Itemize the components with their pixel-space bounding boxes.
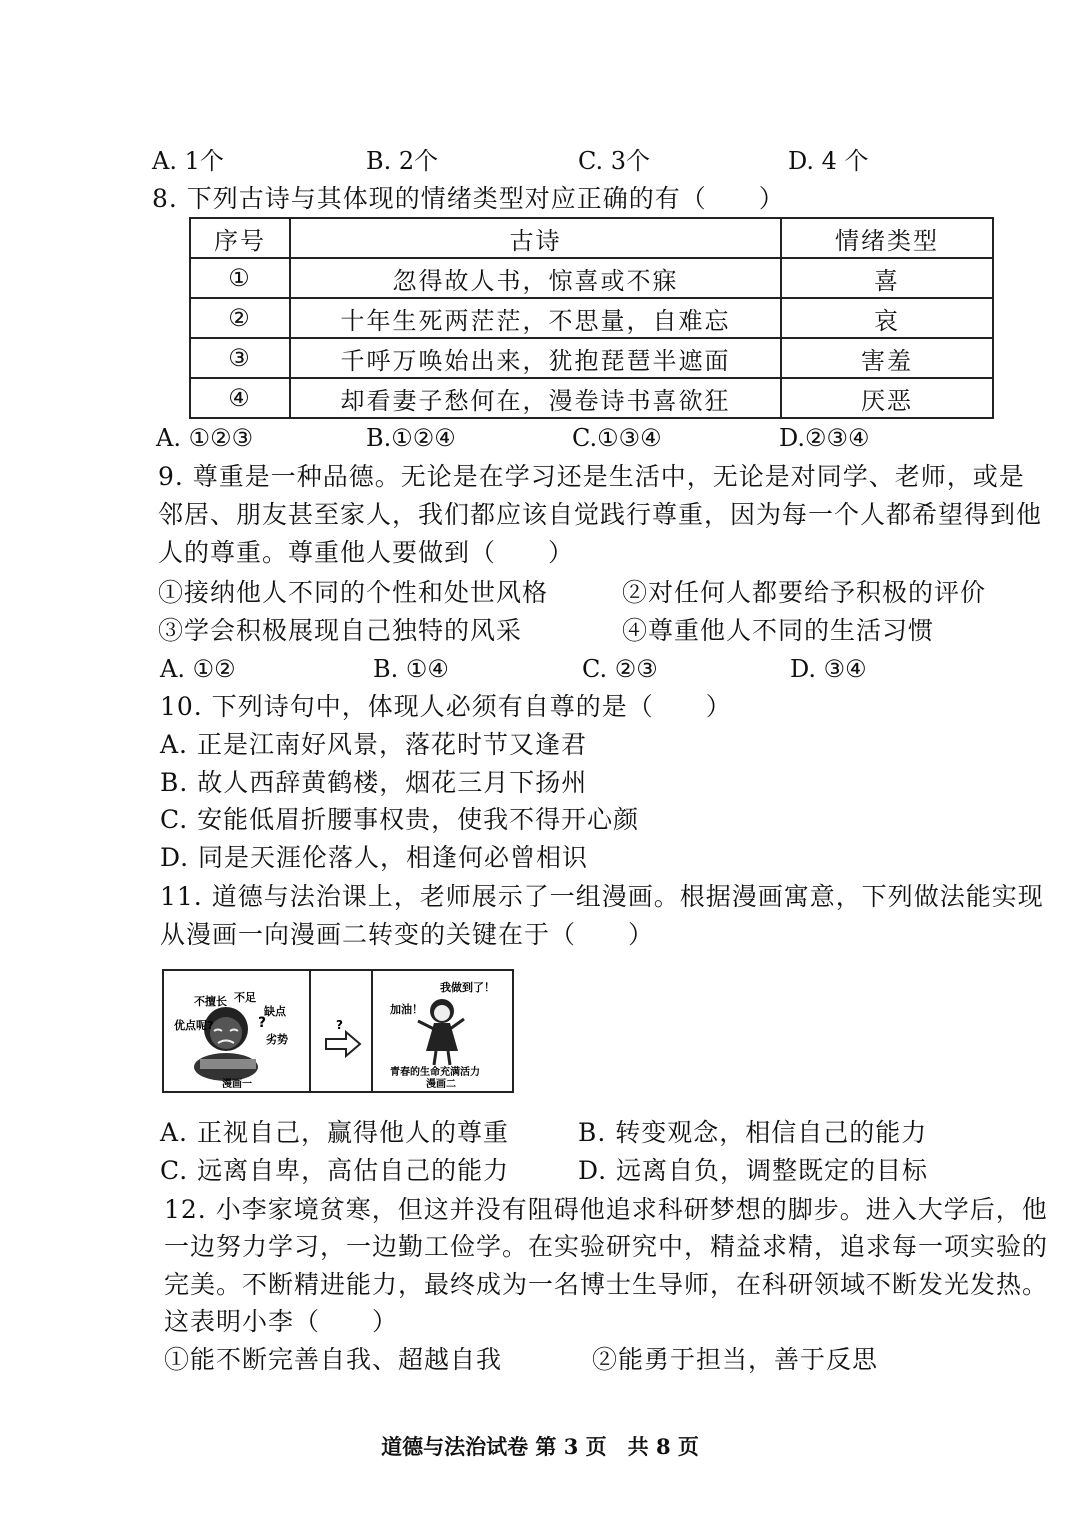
table-cell: ② — [190, 298, 290, 338]
table-header-poem: 古诗 — [290, 218, 781, 258]
happy-girl-figure — [418, 999, 464, 1065]
q9-option-d: D. ③④ — [790, 655, 867, 683]
q11-stem-line1: 11. 道德与法治课上，老师展示了一组漫画。根据漫画寓意，下列做法能实现 — [160, 882, 1044, 911]
table-cell: ③ — [190, 338, 290, 378]
table-cell: 害羞 — [781, 338, 993, 378]
table-cell: ④ — [190, 378, 290, 418]
table-cell: 喜 — [781, 258, 993, 298]
q7-option-a: A. 1个 — [152, 147, 224, 175]
table-row — [190, 298, 993, 338]
q8-stem: 8. 下列古诗与其体现的情绪类型对应正确的有（ ） — [152, 184, 785, 213]
comic-word-2: 不足 — [234, 991, 256, 1004]
question-mark-icon: ? — [258, 1015, 267, 1031]
table-header-emotion: 情绪类型 — [781, 218, 993, 258]
poem-emotion-table — [189, 217, 994, 419]
q8-option-c: C.①③④ — [572, 424, 662, 452]
comic-caption-2: 漫画二 — [426, 1079, 456, 1090]
q12-stem-line1: 12. 小李家境贫寒，但这并没有阻碍他追求科研梦想的脚步。进入大学后，他 — [164, 1195, 1048, 1224]
q7-option-b: B. 2个 — [366, 147, 439, 175]
q10-option-a: A. 正是江南好风景，落花时节又逢君 — [160, 730, 587, 759]
q11-option-c: C. 远离自卑，高估自己的能力 — [160, 1156, 510, 1185]
table-row — [190, 258, 993, 298]
q10-stem: 10. 下列诗句中，体现人必须有自尊的是（ ） — [160, 692, 732, 721]
q8-option-b: B.①②④ — [366, 424, 456, 452]
q12-item-2: ②能勇于担当，善于反思 — [592, 1345, 879, 1374]
q9-stem-line2: 邻居、朋友甚至家人，我们都应该自觉践行尊重，因为每一个人都希望得到他 — [158, 500, 1043, 529]
table-cell: 厌恶 — [781, 378, 993, 418]
q12-stem-line4: 这表明小李（ ） — [164, 1307, 399, 1336]
comic-word-1: 不擅长 — [194, 995, 227, 1008]
q9-stem-line3: 人的尊重。尊重他人要做到（ ） — [158, 538, 575, 567]
q9-item-4: ④尊重他人不同的生活习惯 — [622, 616, 935, 645]
comic-strip — [162, 969, 514, 1093]
arrow-question: ? — [336, 1018, 343, 1032]
q9-stem-line1: 9. 尊重是一种品德。无论是在学习还是生活中，无论是对同学、老师，或是 — [158, 462, 1025, 491]
q8-option-a: A. ①②③ — [156, 424, 254, 452]
q9-option-b: B. ①④ — [373, 655, 449, 683]
comic-caption-1: 漫画一 — [222, 1079, 252, 1090]
comic-word-5: 劣势 — [266, 1033, 288, 1046]
q9-option-c: C. ②③ — [582, 655, 658, 683]
q7-option-d: D. 4 个 — [788, 147, 869, 175]
right-arrow-icon — [326, 1032, 360, 1056]
q7-option-c: C. 3个 — [578, 147, 651, 175]
table-header-no: 序号 — [190, 218, 290, 258]
page-footer: 道德与法治试卷 第 3 页 共 8 页 — [381, 1434, 699, 1459]
table-cell: 千呼万唤始出来，犹抱琵琶半遮面 — [290, 338, 781, 378]
table-row — [190, 378, 993, 418]
q11-option-b: B. 转变观念，相信自己的能力 — [578, 1118, 928, 1147]
table-row — [190, 338, 993, 378]
q10-option-b: B. 故人西辞黄鹤楼，烟花三月下扬州 — [160, 768, 588, 797]
q11-stem-line2: 从漫画一向漫画二转变的关键在于（ ） — [160, 920, 655, 949]
comic-word-4: 优点呢? — [174, 1019, 214, 1032]
table-cell: 十年生死两茫茫，不思量，自难忘 — [290, 298, 781, 338]
q9-option-a: A. ①② — [160, 655, 236, 683]
q8-option-d: D.②③④ — [779, 424, 870, 452]
comic-shout: 我做到了！ — [440, 981, 495, 994]
comic-slogan: 青春的生命充满活力 — [390, 1067, 480, 1078]
comic-cheer: 加油！ — [390, 1003, 423, 1016]
q11-option-d: D. 远离自负，调整既定的目标 — [578, 1156, 929, 1185]
q9-item-3: ③学会积极展现自己独特的风采 — [158, 616, 523, 645]
q12-stem-line3: 完美。不断精进能力，最终成为一名博士生导师，在科研领域不断发光发热。 — [164, 1270, 1049, 1299]
q10-option-d: D. 同是天涯伦落人，相逢何必曾相识 — [160, 843, 589, 872]
q12-item-1: ①能不断完善自我、超越自我 — [164, 1345, 503, 1374]
table-cell: 哀 — [781, 298, 993, 338]
table-cell: 却看妻子愁何在，漫卷诗书喜欲狂 — [290, 378, 781, 418]
q10-option-c: C. 安能低眉折腰事权贵，使我不得开心颜 — [160, 805, 640, 834]
table-cell: ① — [190, 258, 290, 298]
q11-option-a: A. 正视自己，赢得他人的尊重 — [160, 1118, 509, 1147]
comic-word-3: 缺点 — [264, 1005, 286, 1018]
q12-stem-line2: 一边努力学习，一边勤工俭学。在实验研究中，精益求精，追求每一项实验的 — [164, 1232, 1049, 1261]
comic-drawing — [164, 971, 512, 1091]
q9-item-2: ②对任何人都要给予积极的评价 — [622, 578, 987, 607]
q9-item-1: ①接纳他人不同的个性和处世风格 — [158, 578, 549, 607]
table-cell: 忽得故人书，惊喜或不寐 — [290, 258, 781, 298]
